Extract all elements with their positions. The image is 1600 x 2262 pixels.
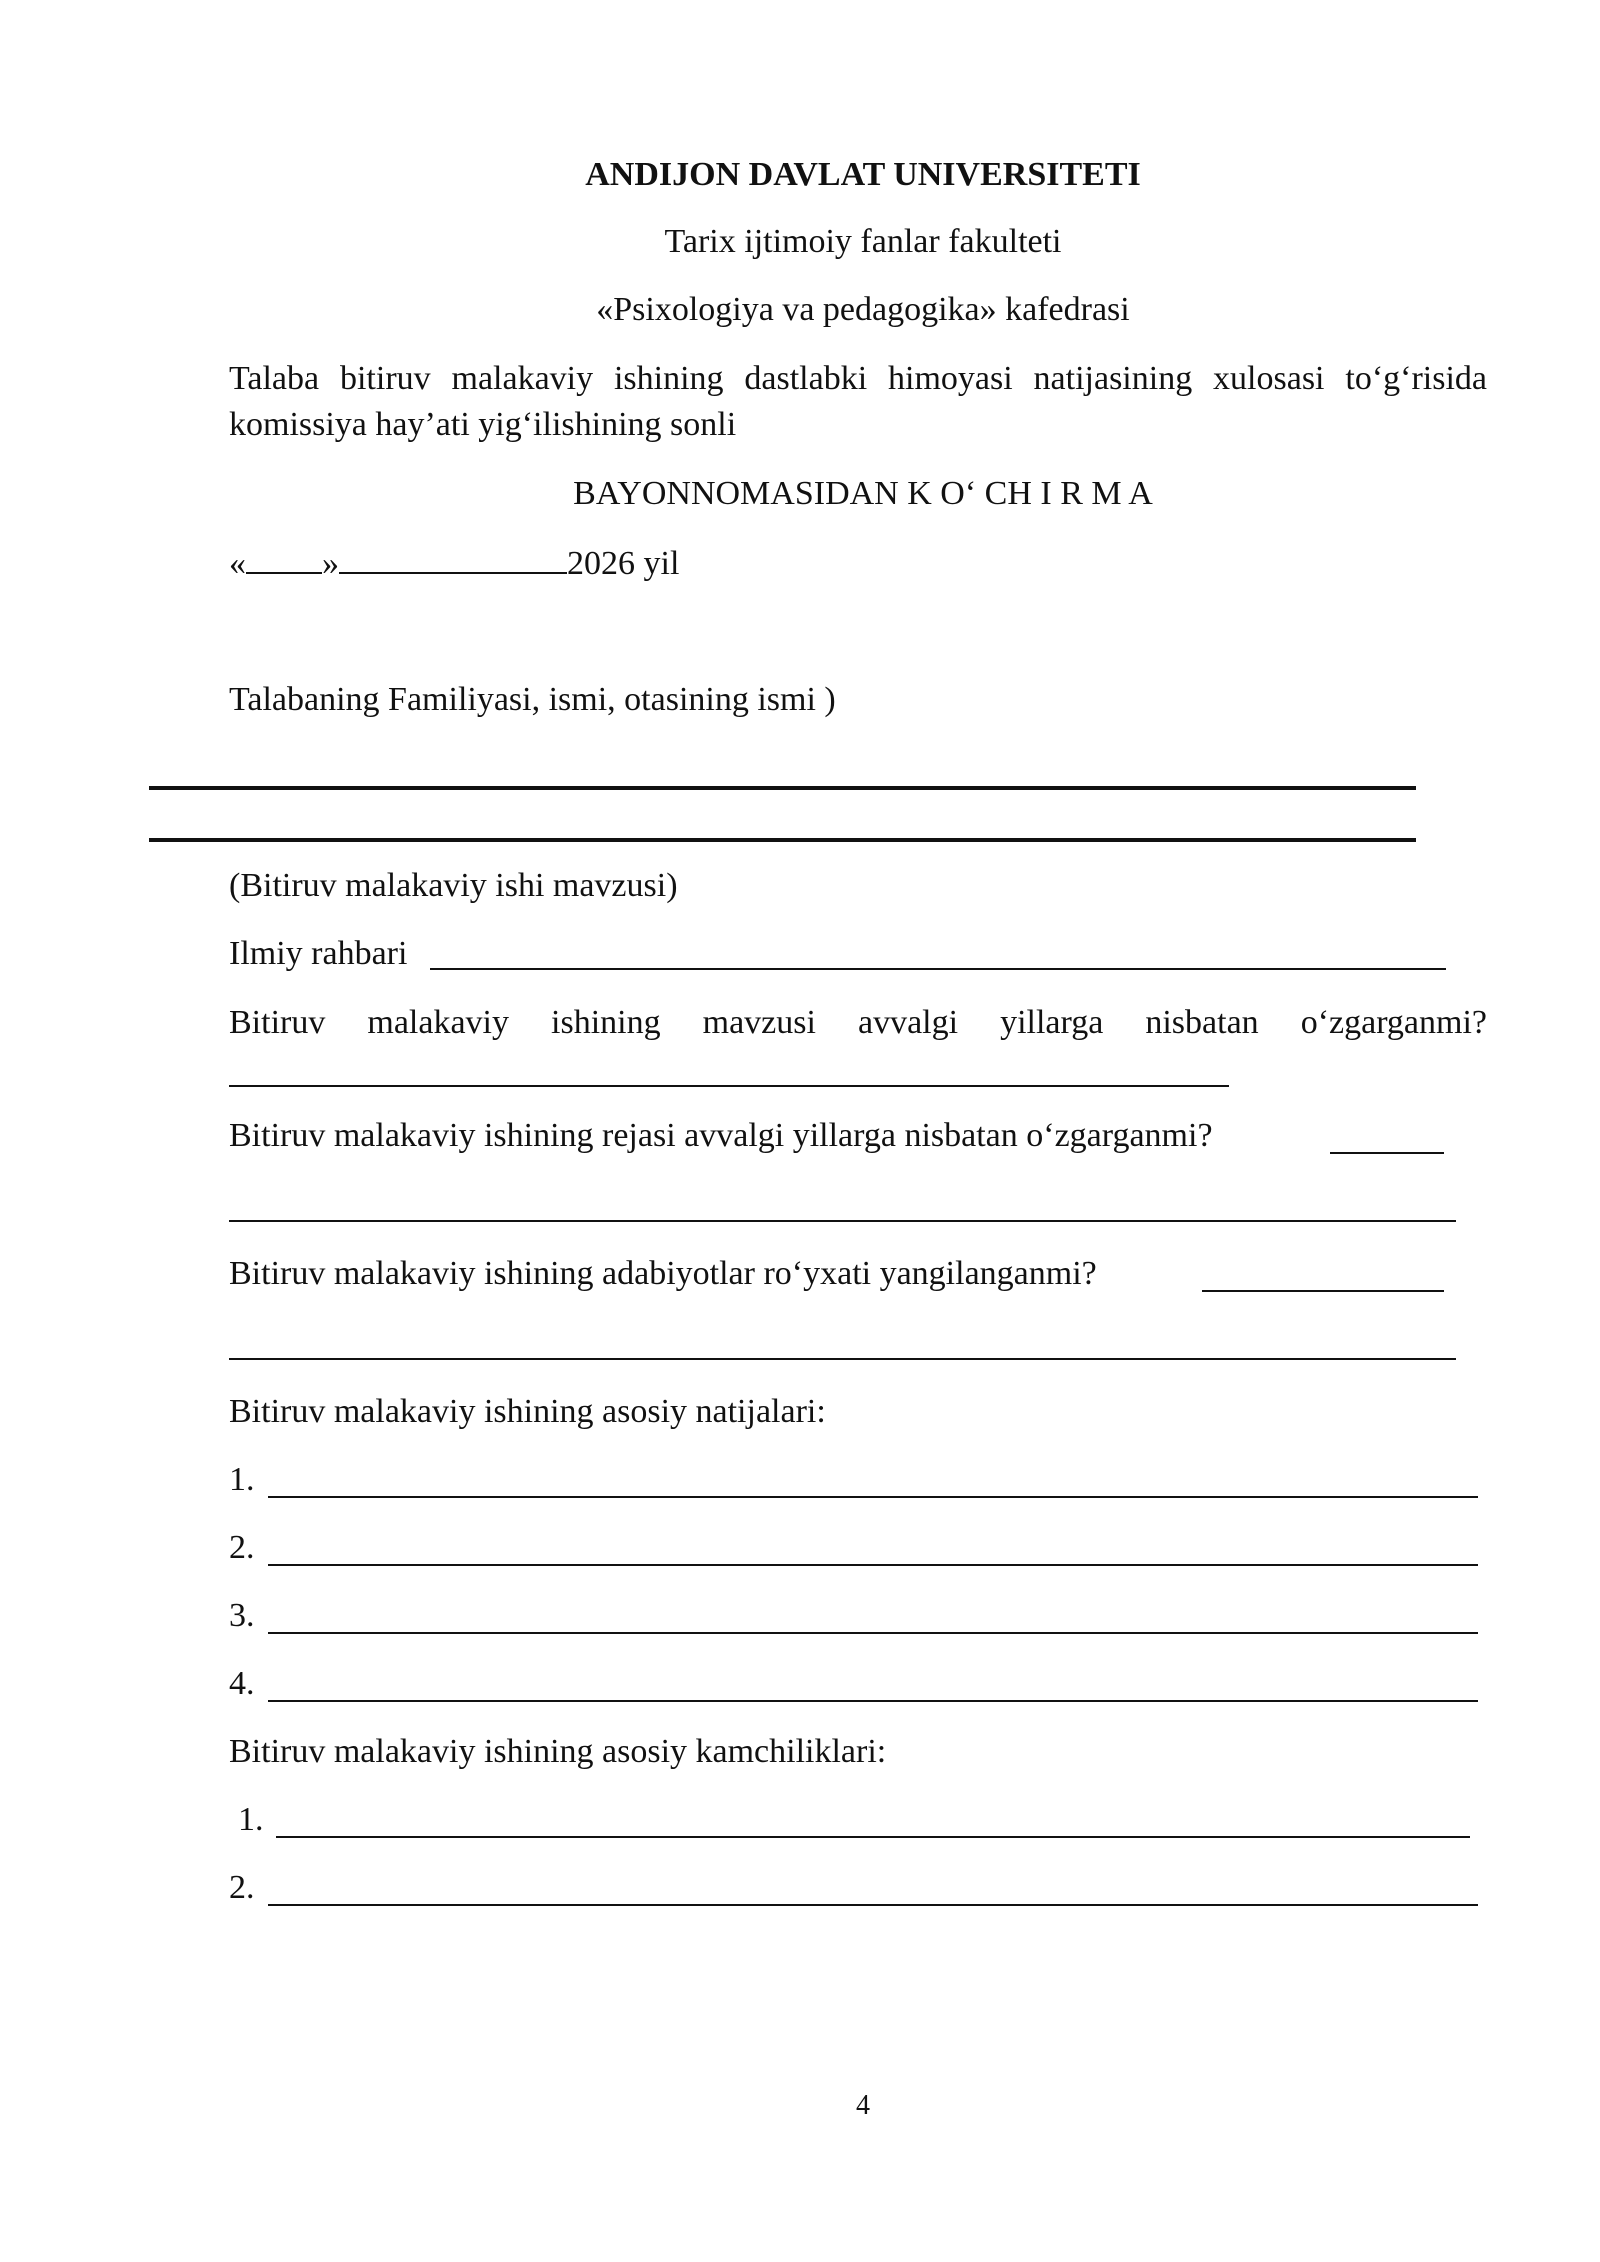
- shortcoming-item-number: 1.: [238, 1801, 264, 1838]
- answer-plan-changed-inline-blank[interactable]: [1330, 1152, 1444, 1154]
- supervisor-label: Ilmiy rahbari: [229, 935, 408, 972]
- topic-label: (Bitiruv malakaviy ishi mavzusi): [229, 867, 678, 904]
- shortcoming-item-blank[interactable]: [268, 1904, 1478, 1906]
- result-item-number: 1.: [229, 1461, 255, 1498]
- shortcomings-label: Bitiruv malakaviy ishining asosiy kamchiliklari:: [229, 1733, 887, 1770]
- date-line: [229, 542, 679, 584]
- month-blank[interactable]: [339, 542, 567, 574]
- result-item-number: 3.: [229, 1597, 255, 1634]
- answer-plan-changed-blank[interactable]: [229, 1220, 1456, 1222]
- result-item-blank[interactable]: [268, 1632, 1478, 1634]
- page-number: 4: [856, 2090, 870, 2121]
- faculty-name: Tarix ijtimoiy fanlar fakulteti: [664, 223, 1062, 260]
- shortcoming-item-number: 2.: [229, 1869, 255, 1906]
- date-open-quote: «: [229, 545, 246, 582]
- date-year: 2026 yil: [567, 545, 680, 582]
- topic-rule[interactable]: [149, 838, 1416, 842]
- student-name-label: Talabaning Familiyasi, ismi, otasining ismi ): [229, 681, 836, 718]
- shortcoming-item-blank[interactable]: [276, 1836, 1470, 1838]
- question-topic-changed: Bitiruv malakaviy ishining mavzusi avvalgi yillarga nisbatan o‘zgarganmi?: [229, 1004, 1487, 1041]
- question-literature-updated: Bitiruv malakaviy ishining adabiyotlar ro‘yxati yangilanganmi?: [229, 1255, 1097, 1292]
- intro-paragraph: Talaba bitiruv malakaviy ishining dastlabki himoyasi natijasining xulosasi to‘g‘risida komissiya hay’ati yig‘ilishining sonli: [229, 360, 1487, 443]
- supervisor-blank[interactable]: [430, 968, 1446, 970]
- result-item-number: 4.: [229, 1665, 255, 1702]
- answer-topic-changed-blank[interactable]: [229, 1085, 1229, 1087]
- answer-literature-inline-blank[interactable]: [1202, 1290, 1444, 1292]
- student-name-rule[interactable]: [149, 786, 1416, 790]
- university-name: ANDIJON DAVLAT UNIVERSITETI: [585, 156, 1141, 193]
- result-item-blank[interactable]: [268, 1496, 1478, 1498]
- document-title: BAYONNOMASIDAN K O‘ CH I R M A: [573, 475, 1153, 512]
- date-close-quote: »: [322, 545, 339, 582]
- day-blank[interactable]: [246, 542, 322, 574]
- question-plan-changed: Bitiruv malakaviy ishining rejasi avvalgi yillarga nisbatan o‘zgarganmi?: [229, 1117, 1213, 1154]
- result-item-blank[interactable]: [268, 1700, 1478, 1702]
- results-label: Bitiruv malakaviy ishining asosiy natijalari:: [229, 1393, 826, 1430]
- department-name: «Psixologiya va pedagogika» kafedrasi: [596, 291, 1130, 328]
- answer-literature-blank[interactable]: [229, 1358, 1456, 1360]
- result-item-blank[interactable]: [268, 1564, 1478, 1566]
- result-item-number: 2.: [229, 1529, 255, 1566]
